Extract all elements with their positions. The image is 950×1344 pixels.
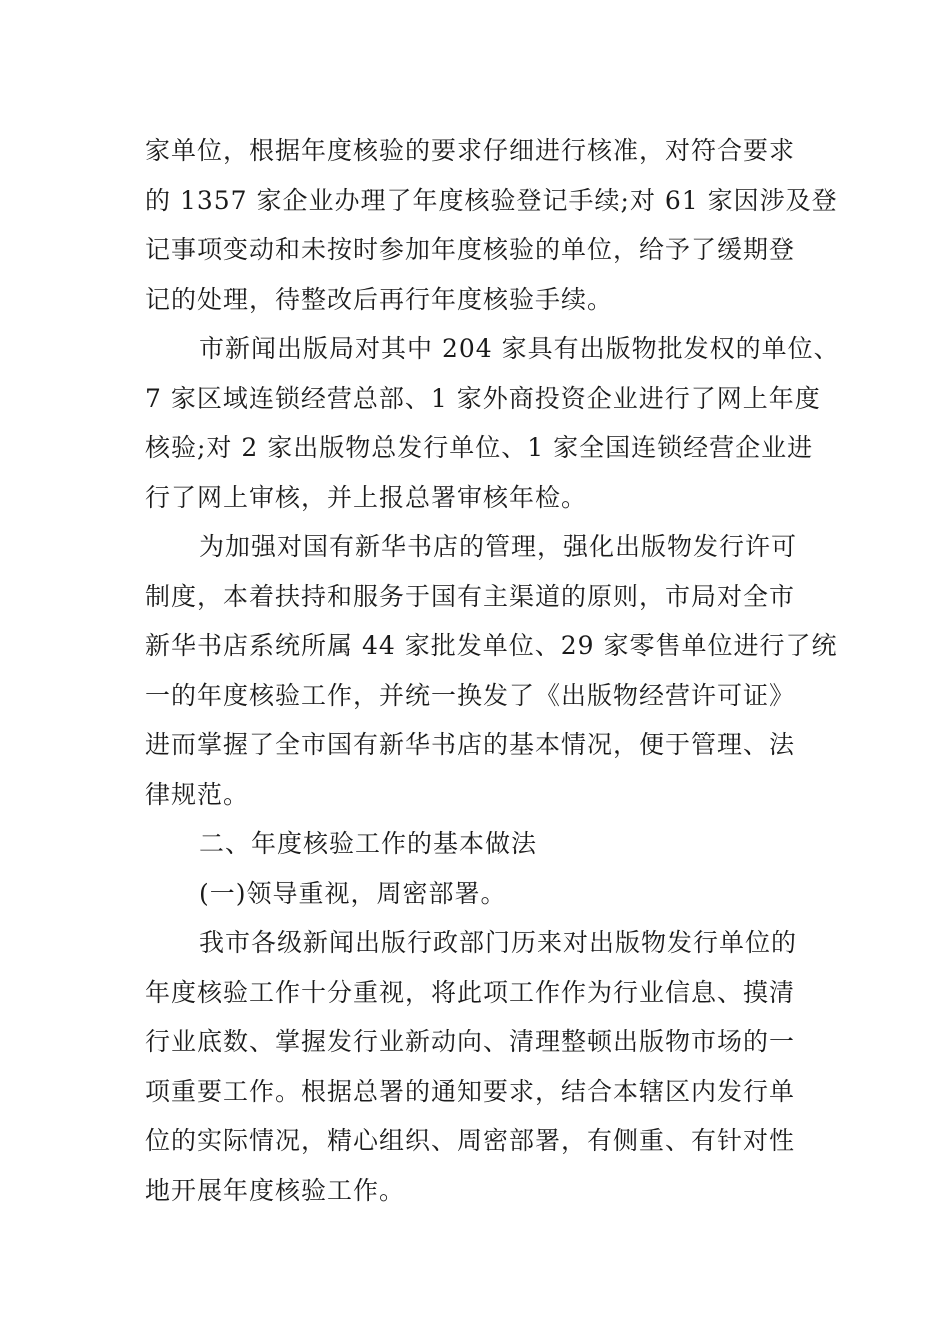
subsection-heading-text: (一)领导重视，周密部署。 — [199, 878, 507, 908]
section-heading-text: 二、年度核验工作的基本做法 — [199, 829, 538, 858]
text-line: 项重要工作。根据总署的通知要求，结合本辖区内发行单 — [145, 1076, 796, 1106]
text-line: 7 家区域连锁经营总部、1 家外商投资企业进行了网上年度 — [145, 383, 821, 413]
paragraph-4 — [145, 918, 835, 1215]
paragraph-2 — [145, 324, 840, 522]
text-line: 行了网上审核，并上报总署审核年检。 — [145, 482, 588, 512]
text-line: 我市各级新闻出版行政部门历来对出版物发行单位的 — [199, 928, 798, 957]
text-line: 年度核验工作十分重视，将此项工作作为行业信息、摸清 — [145, 977, 796, 1007]
text-line: 的 1357 家企业办理了年度核验登记手续;对 61 家因涉及登 — [145, 185, 838, 215]
subsection-heading — [145, 869, 835, 919]
text-line: 律规范。 — [145, 779, 250, 809]
text-line: 进而掌握了全市国有新华书店的基本情况，便于管理、法 — [145, 730, 796, 759]
paragraph-3 — [145, 522, 838, 819]
document-body — [145, 126, 840, 1215]
text-line: 制度，本着扶持和服务于国有主渠道的原则，市局对全市 — [145, 581, 796, 611]
text-line: 为加强对国有新华书店的管理，强化出版物发行许可 — [199, 532, 798, 561]
text-line: 地开展年度核验工作。 — [145, 1175, 406, 1205]
text-line: 记的处理，待整改后再行年度核验手续。 — [145, 284, 614, 314]
section-heading — [145, 819, 835, 869]
text-line: 新华书店系统所属 44 家批发单位、29 家零售单位进行了统 — [145, 631, 838, 660]
text-line: 家单位，根据年度核验的要求仔细进行核准，对符合要求 — [145, 136, 796, 165]
paragraph-1 — [145, 126, 838, 324]
text-line: 一的年度核验工作，并统一换发了《出版物经营许可证》 — [145, 680, 796, 710]
text-line: 行业底数、掌握发行业新动向、清理整顿出版物市场的一 — [145, 1027, 796, 1056]
text-line: 位的实际情况，精心组织、周密部署，有侧重、有针对性 — [145, 1126, 796, 1155]
text-line: 核验;对 2 家出版物总发行单位、1 家全国连锁经营企业进 — [145, 433, 814, 462]
text-line: 记事项变动和未按时参加年度核验的单位，给予了缓期登 — [145, 235, 796, 264]
text-line: 市新闻出版局对其中 204 家具有出版物批发权的单位、 — [199, 334, 840, 363]
